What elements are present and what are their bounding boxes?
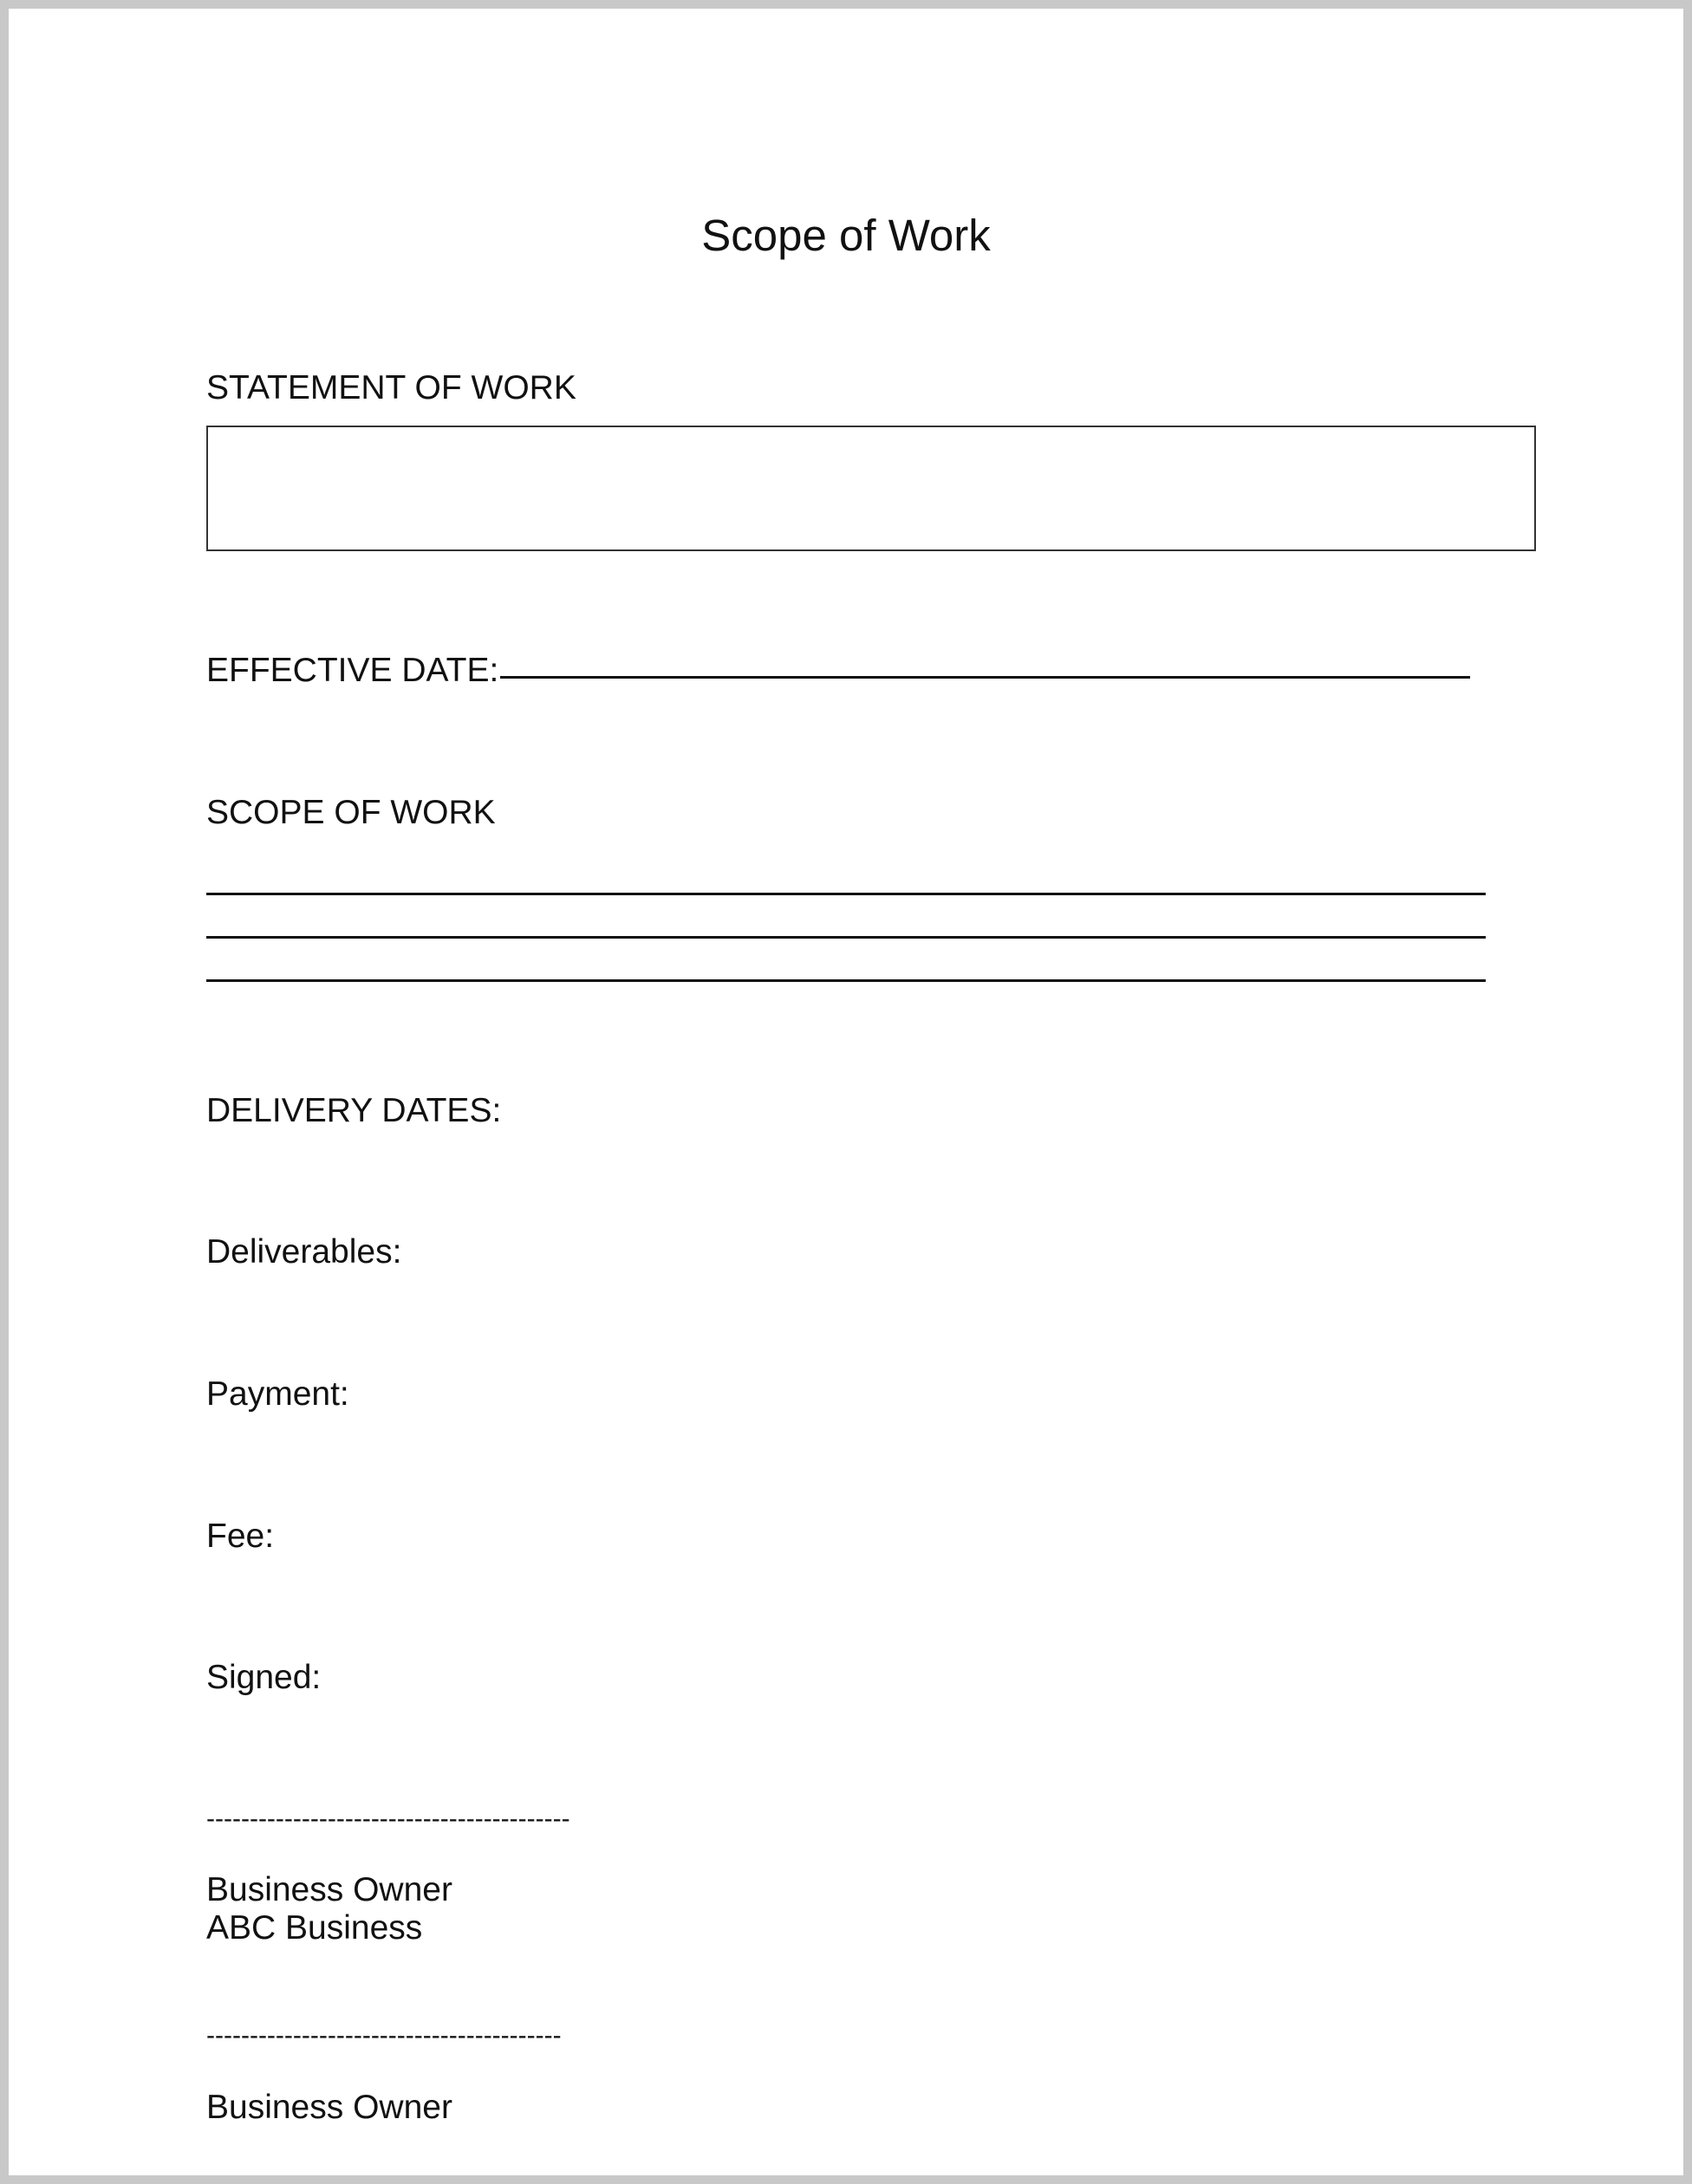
statement-of-work-label: STATEMENT OF WORK [206,369,576,406]
statement-of-work-box[interactable] [206,426,1536,551]
fee-label: Fee: [206,1518,275,1555]
scope-of-work-line-2[interactable] [206,936,1486,939]
document-page [9,9,1683,2175]
signer-1-company: ABC Business [206,1909,423,1947]
delivery-dates-label: DELIVERY DATES: [206,1092,502,1129]
effective-date-line[interactable] [500,676,1470,679]
scope-of-work-line-1[interactable] [206,893,1486,895]
signer-1-name: Business Owner [206,1871,452,1908]
deliverables-label: Deliverables: [206,1233,402,1271]
scope-of-work-line-3[interactable] [206,979,1486,982]
effective-date-label: EFFECTIVE DATE: [206,652,499,689]
signature-line-1: ------------------------------------------ [206,1804,570,1833]
scope-of-work-label: SCOPE OF WORK [206,794,496,831]
signer-2-name: Business Owner [206,2089,452,2126]
page-title: Scope of Work [701,211,991,260]
signature-line-2: ----------------------------------------- [206,2021,562,2050]
signed-label: Signed: [206,1659,322,1696]
payment-label: Payment: [206,1375,349,1413]
